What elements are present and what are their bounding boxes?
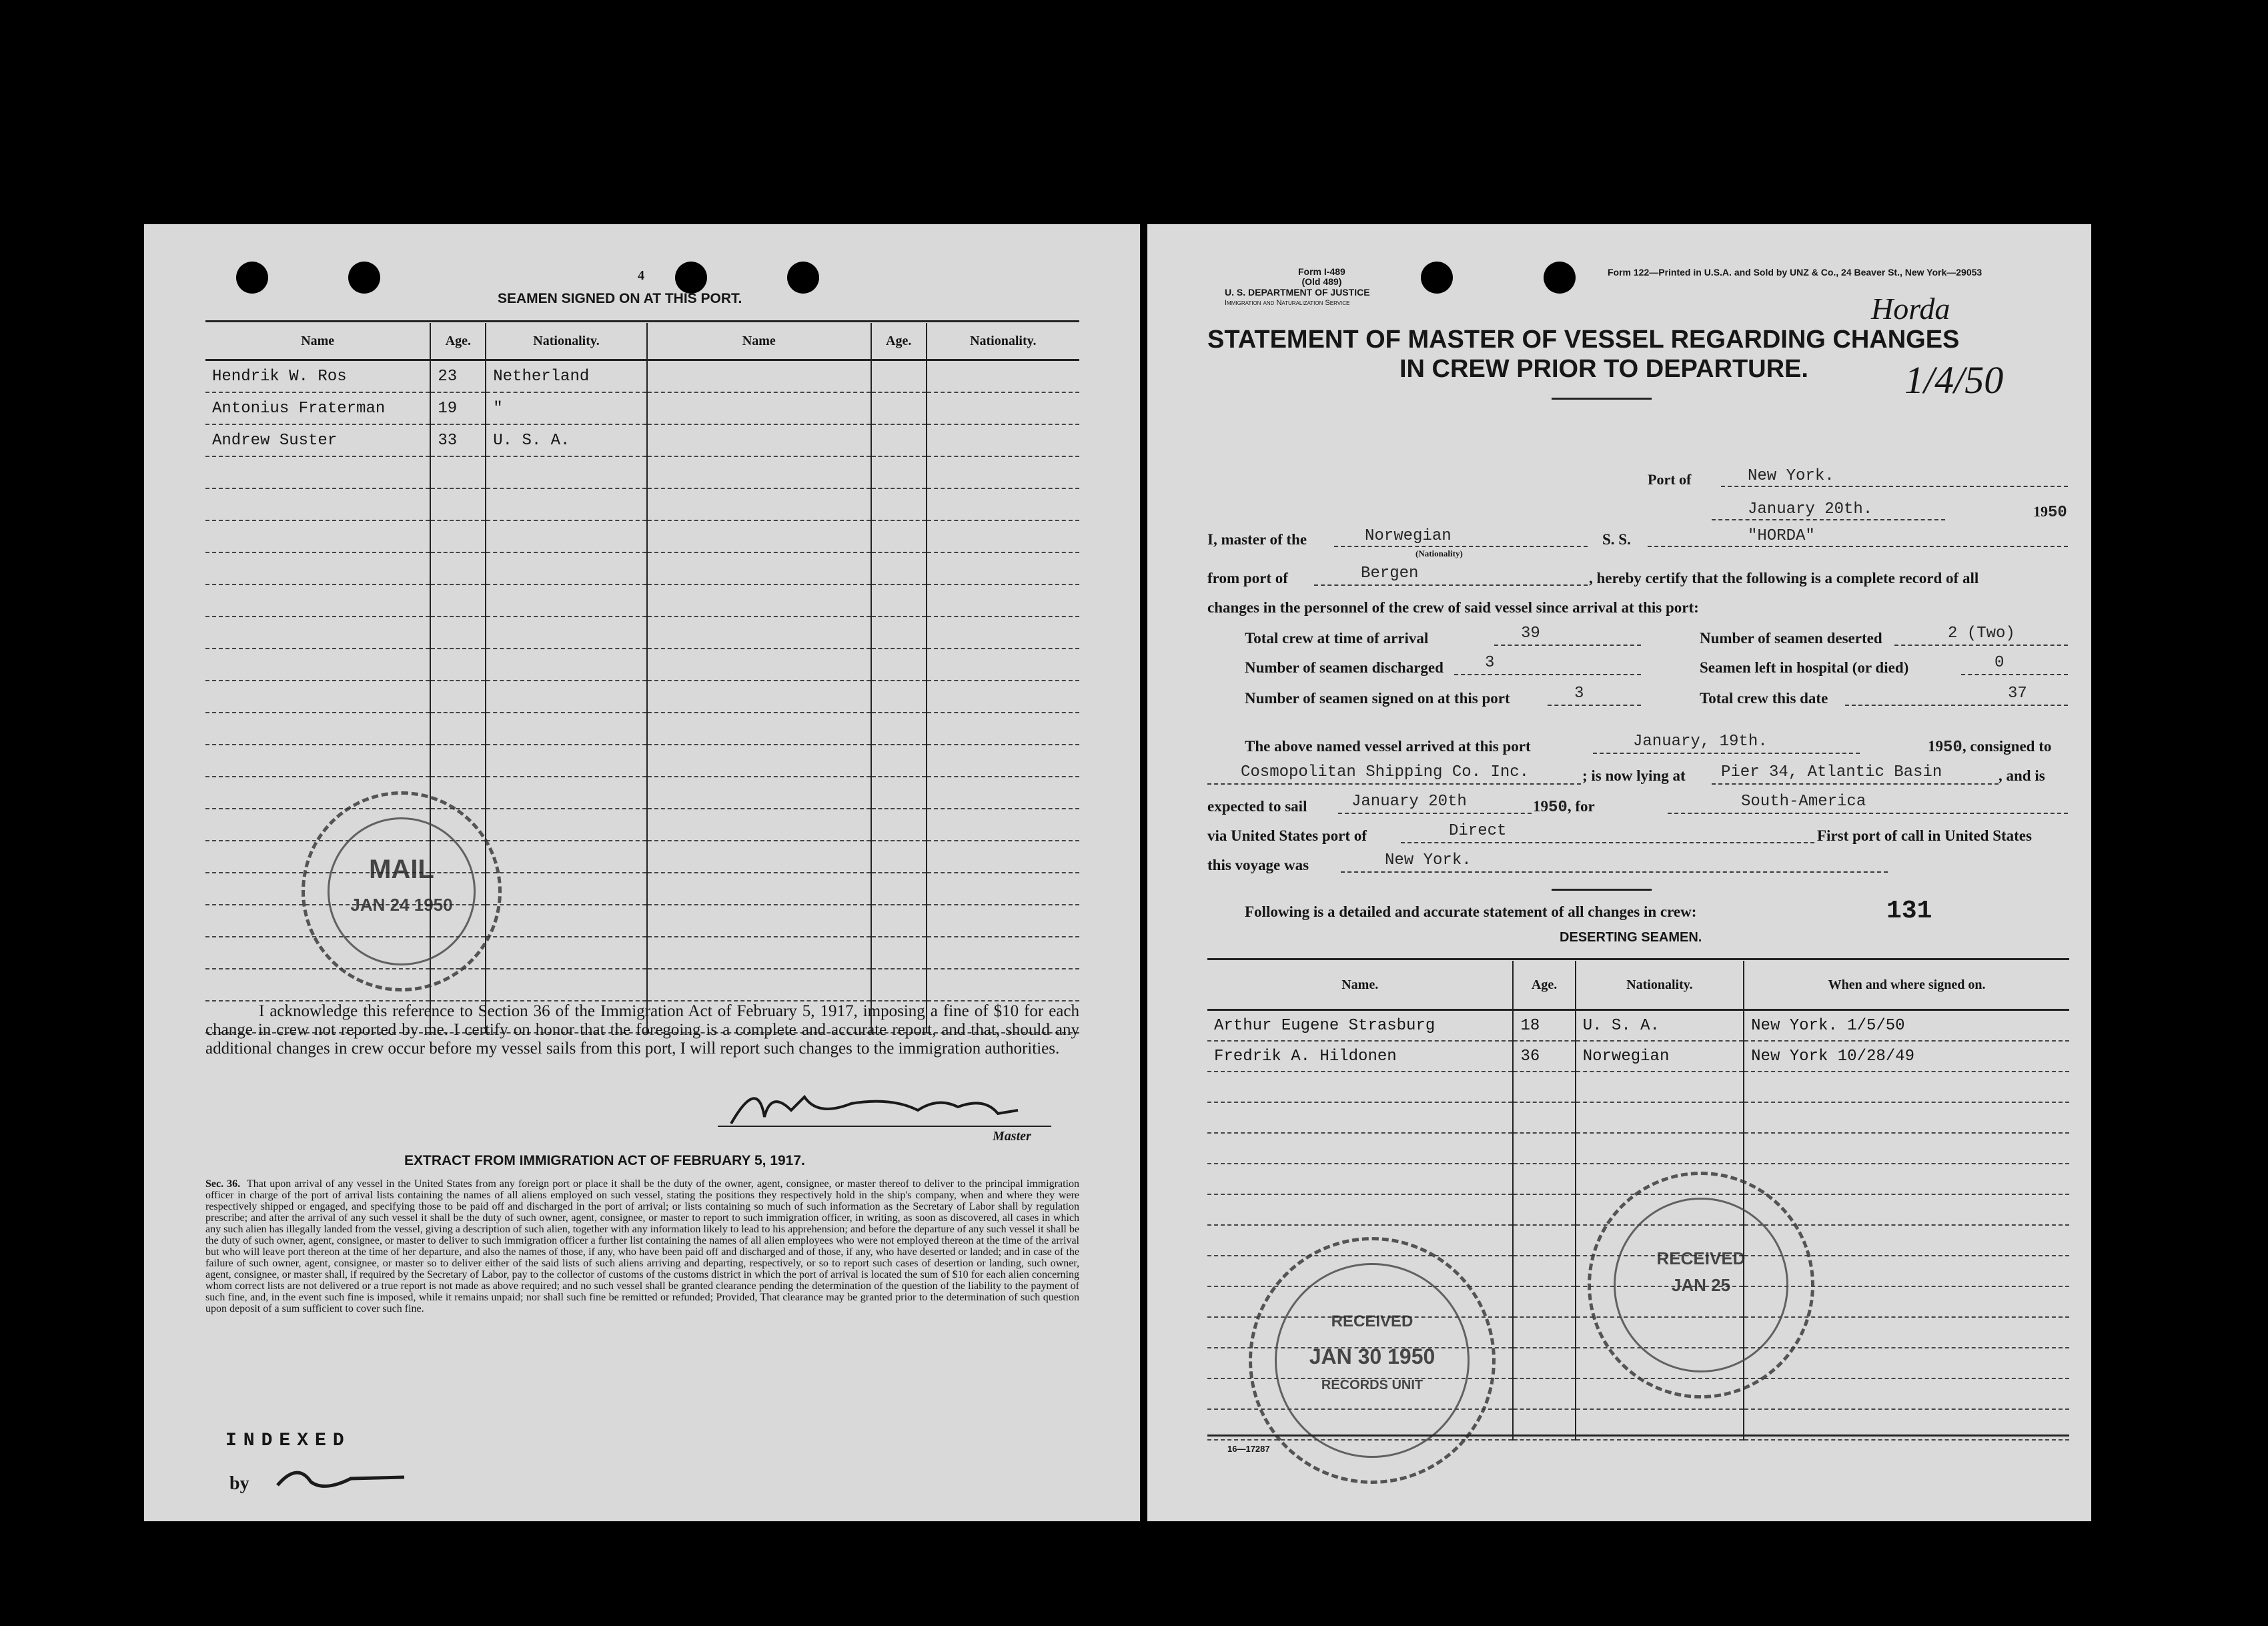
table-row	[1207, 1133, 2069, 1164]
date-value: January 20th.	[1748, 500, 1873, 518]
punch-hole	[675, 262, 707, 294]
punch-hole	[787, 262, 819, 294]
ss-label: S. S.	[1602, 531, 1631, 548]
expected-value: January 20th	[1351, 793, 1467, 811]
punch-hole	[1421, 262, 1453, 294]
via-label: via United States port of	[1207, 827, 1367, 844]
form-number: Form I-489 (Old 489)	[1298, 266, 1345, 287]
punch-hole	[1544, 262, 1576, 294]
col-age: Age.	[871, 323, 927, 360]
table-row	[205, 392, 1079, 424]
cell-age: 33	[430, 424, 486, 456]
signed-on-value: 3	[1574, 685, 1584, 703]
cell-nationality: U. S. A.	[1576, 1010, 1744, 1042]
master-label: Master	[993, 1129, 1031, 1144]
table-row	[205, 552, 1079, 584]
received-stamp-2: RECEIVED JAN 25	[1588, 1172, 1814, 1398]
master-signature	[718, 1070, 1078, 1137]
handwritten-date: 1/4/50	[1904, 358, 2004, 402]
date-year: 1950	[2033, 503, 2067, 522]
ss-value: "HORDA"	[1748, 527, 1815, 545]
cell-name: Arthur Eugene Strasburg	[1207, 1010, 1513, 1042]
col-nationality: Nationality.	[1576, 961, 1744, 1010]
expected-label: expected to sail	[1207, 798, 1307, 815]
from-port-label: from port of	[1207, 570, 1288, 586]
col-nationality: Nationality.	[486, 323, 647, 360]
changes-text: changes in the personnel of the crew of said vessel since arrival at this port:	[1207, 599, 1699, 616]
cell-age: 19	[430, 392, 486, 424]
handwritten-number: 131	[1886, 897, 1932, 925]
section-title: SEAMEN SIGNED ON AT THIS PORT.	[498, 291, 742, 306]
certify-text: , hereby certify that the following is a complete record of all	[1589, 570, 1979, 586]
indexed-by-initials	[271, 1459, 418, 1499]
cell-nationality: "	[486, 392, 647, 424]
handwritten-vessel-name: Horda	[1871, 292, 1950, 326]
col-nationality: Nationality.	[927, 323, 1079, 360]
cell-nationality: U. S. A.	[486, 424, 647, 456]
table-row	[205, 745, 1079, 777]
table-row	[205, 777, 1079, 809]
table-row	[1207, 1072, 2069, 1102]
service: Immigration and Naturalization Service	[1225, 299, 1350, 307]
col-name: Name.	[1341, 977, 1379, 992]
sec-label: Sec. 36.	[205, 1178, 241, 1190]
cell-age: 23	[430, 360, 486, 393]
right-page	[1147, 224, 2091, 1521]
extract-text: Sec. 36. That upon arrival of any vessel in the United States from any foreign port or place it shall be the duty of the owner, agent, consignee, or master thereof to deliver to the principal immigration officer in charge of the port of arrival lists containing the names of all aliens employed on such vessel, stating the positions they respectively hold in the ship's company, when and where they were respectively shipped or engaged, and specifying those to be paid off and discharged in the port of arrival; or lists containing so much of such information as the Secretary of Labor shall by regulation prescribe; and after the arrival of any such vessel it shall be the duty of such owner, agent, consignee, or master to report to such immigration officer, in writing, as soon as discovered, all cases in which any such alien has illegally landed from the vessel, giving a description of such alien, together with any information likely to lead to his apprehension; and before the departure of any such vessel it shall be the duty of such owner, agent, consignee, or master to deliver to such immigration officer a further list containing the names of all alien employees who were not employed thereon at the time of the arrival but who will leave port thereon at the time of her departure, and also the names of those, if any, who have been paid off and discharged and of those, if any, who have deserted or landed; and in case of the failure of such owner, agent, consignee, or master so to deliver either of the said lists of such aliens arriving and departing, respectively, or so to report such cases of desertion or landing, such owner, agent, consignee, or master shall, if required by the Secretary of Labor, pay to the collector of customs of the customs district in which the port of arrival is located the sum of $10 for each alien concerning whom correct lists are not delivered or a true report is not made as above required; and no such vessel shall be granted clearance pending the determination of the question of the liability to the payment of such fine, and, in the event such fine is imposed, while it remains unpaid; nor shall such fine be remitted or refunded; Provided, That clearance may be granted prior to the determination of such question upon deposit of a sum sufficient to cover such fine.	[205, 1178, 1079, 1314]
cell-name: Hendrik W. Ros	[205, 360, 430, 393]
cell-nationality: Netherland	[486, 360, 647, 393]
cell-signed: New York. 1/5/50	[1744, 1010, 2069, 1042]
cell-name: Andrew Suster	[205, 424, 430, 456]
hospital-value: 0	[1995, 654, 2005, 672]
table-row	[1207, 1102, 2069, 1133]
table-row	[205, 424, 1079, 456]
lying-value: Pier 34, Atlantic Basin	[1721, 763, 1942, 781]
expected-year: 1950, for	[1533, 798, 1595, 817]
this-voyage-label: this voyage was	[1207, 857, 1309, 873]
table-row	[205, 584, 1079, 617]
table-row	[205, 617, 1079, 649]
discharged-value: 3	[1485, 654, 1495, 672]
for-value: South-America	[1741, 793, 1866, 811]
mail-received-stamp: MAIL JAN 24 1950	[302, 791, 502, 991]
via-value: Direct	[1449, 822, 1507, 840]
col-signed-on: When and where signed on.	[1744, 961, 2069, 1010]
deserting-title: DESERTING SEAMEN.	[1560, 930, 1702, 945]
total-arrival-label: Total crew at time of arrival	[1245, 630, 1429, 647]
cell-name: Antonius Fraterman	[205, 392, 430, 424]
this-voyage-value: New York.	[1385, 851, 1472, 869]
port-label: Port of	[1648, 471, 1692, 488]
and-is: , and is	[1999, 767, 2045, 784]
cell-name: Fredrik A. Hildonen	[1207, 1041, 1513, 1072]
discharged-label: Number of seamen discharged	[1245, 659, 1444, 676]
total-date-value: 37	[2008, 685, 2027, 703]
col-name: Name	[647, 323, 871, 360]
first-call-label: First port of call in United States	[1817, 827, 2032, 844]
table-row	[205, 969, 1079, 1001]
table-row	[205, 649, 1079, 681]
col-name: Name	[301, 333, 335, 348]
arrived-value: January, 19th.	[1633, 733, 1768, 751]
left-page	[144, 224, 1140, 1521]
acknowledgement-text: I acknowledge this reference to Section 36 of the Immigration Act of February 5, 1917, imposing a fine of $10 for each change in crew not reported by me. I certify on honor that the foregoing is a complete and accurate report, and that, should any additional changes in crew occur before my vessel sails from this port, I will report such changes to the immigration authorities.	[205, 1002, 1079, 1058]
footer-code: 16—17287	[1227, 1444, 1270, 1454]
total-date-label: Total crew this date	[1700, 690, 1828, 707]
indexed-by-label: by	[229, 1473, 249, 1494]
arrived-label: The above named vessel arrived at this port	[1245, 738, 1531, 755]
col-age: Age.	[1513, 961, 1575, 1010]
col-age: Age.	[430, 323, 486, 360]
table-row	[205, 681, 1079, 713]
department: U. S. DEPARTMENT OF JUSTICE	[1225, 287, 1370, 298]
arrived-year: 1950, consigned to	[1928, 738, 2052, 757]
table-row	[205, 456, 1079, 488]
following-label: Following is a detailed and accurate statement of all changes in crew:	[1245, 903, 1697, 920]
printer-line: Form 122—Printed in U.S.A. and Sold by UNZ & Co., 24 Beaver St., New York—29053	[1608, 267, 1982, 278]
table-row	[1207, 1041, 2069, 1072]
table-row	[205, 520, 1079, 552]
from-port-value: Bergen	[1361, 564, 1419, 582]
punch-hole	[236, 262, 268, 294]
cell-signed: New York 10/28/49	[1744, 1041, 2069, 1072]
records-unit-stamp: RECEIVED JAN 30 1950 RECORDS UNIT	[1249, 1237, 1496, 1484]
nationality-value: Norwegian	[1365, 527, 1452, 545]
cell-nationality: Norwegian	[1576, 1041, 1744, 1072]
form-title-line1: STATEMENT OF MASTER OF VESSEL REGARDING CHANGES	[1207, 326, 1960, 354]
table-row	[205, 360, 1079, 393]
table-row	[205, 488, 1079, 520]
table-row	[1207, 1010, 2069, 1042]
port-value: New York.	[1748, 467, 1834, 485]
table-row	[205, 713, 1079, 745]
indexed-stamp: INDEXED	[225, 1431, 351, 1451]
lying-label: ; is now lying at	[1582, 767, 1686, 784]
nationality-caption: (Nationality)	[1415, 548, 1463, 558]
deserted-value: 2 (Two)	[1948, 625, 2015, 643]
deserted-label: Number of seamen deserted	[1700, 630, 1882, 647]
punch-hole	[348, 262, 380, 294]
total-arrival-value: 39	[1521, 625, 1540, 643]
master-of-label: I, master of the	[1207, 531, 1307, 548]
cell-age: 18	[1513, 1010, 1575, 1042]
page-number: 4	[638, 268, 644, 283]
hospital-label: Seamen left in hospital (or died)	[1700, 659, 1909, 676]
signed-on-label: Number of seamen signed on at this port	[1245, 690, 1510, 707]
extract-title: EXTRACT FROM IMMIGRATION ACT OF FEBRUARY 5, 1917.	[404, 1153, 805, 1168]
consignee: Cosmopolitan Shipping Co. Inc.	[1241, 763, 1530, 781]
cell-age: 36	[1513, 1041, 1575, 1072]
form-title-line2: IN CREW PRIOR TO DEPARTURE.	[1399, 355, 1808, 383]
